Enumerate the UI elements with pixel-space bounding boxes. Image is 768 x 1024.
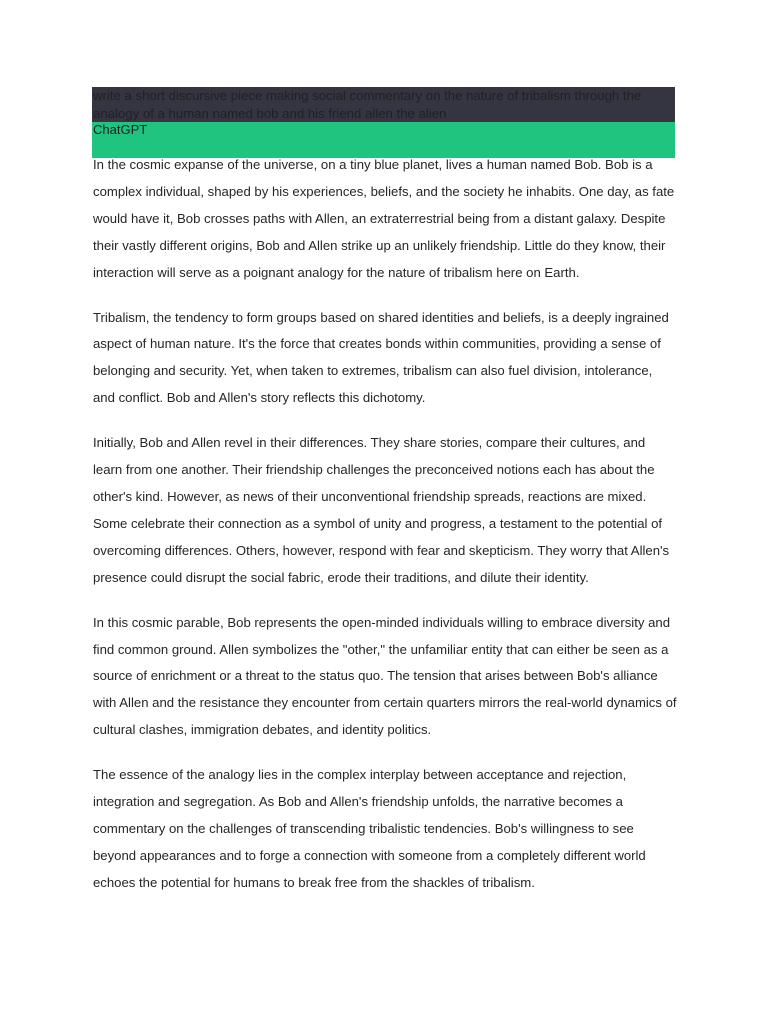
- user-prompt: write a short discursive piece making social commentary on the nature of tribalism through the analogy of a human named bob and his friend allen the alien: [92, 87, 675, 122]
- response-paragraph: Initially, Bob and Allen revel in their differences. They share stories, compare their cultures, and learn from one another. Their friendship challenges the preconceived notions each has about the other's kind. However, as news of their unconventional friendship spreads, reactions are mixed. Some celebrate their connection as a symbol of unity and progress, a testament to the potential of overcoming differences. Others, however, respond with fear and skepticism. They worry that Allen's presence could disrupt the social fabric, erode their traditions, and dilute their identity.: [93, 435, 670, 585]
- response-body: [93, 152, 677, 915]
- response-paragraph: Tribalism, the tendency to form groups based on shared identities and beliefs, is a deeply ingrained aspect of human nature. It's the force that creates bonds within communities, providing a sense of belonging and security. Yet, when taken to extremes, tribalism can also fuel division, intolerance, and conflict. Bob and Allen's story reflects this dichotomy.: [93, 309, 669, 406]
- response-paragraph: In this cosmic parable, Bob represents the open-minded individuals willing to embrace diversity and find common ground. Allen symbolizes the "other," the unfamiliar entity that can either be seen as a source of enrichment or a threat to the status quo. The tension that arises between Bob's alliance with Allen and the resistance they encounter from certain quarters mirrors the real-world dynamics of cultural clashes, immigration debates, and identity politics.: [93, 614, 677, 738]
- response-author-label: ChatGPT: [93, 122, 148, 137]
- response-paragraph: The essence of the analogy lies in the complex interplay between acceptance and rejection, integration and segregation. As Bob and Allen's friendship unfolds, the narrative becomes a commentary on the challenges of transcending tribalistic tendencies. Bob's willingness to see beyond appearances and to forge a connection with someone from a completely different world echoes the potential for humans to break free from the shackles of tribalism.: [93, 767, 646, 890]
- response-paragraph: In the cosmic expanse of the universe, on a tiny blue planet, lives a human named Bob. Bob is a complex individual, shaped by his experiences, beliefs, and the society he inhabits. One day, as fate would have it, Bob crosses paths with Allen, an extraterrestrial being from a distant galaxy. Despite their vastly different origins, Bob and Allen strike up an unlikely friendship. Little do they know, their interaction will serve as a poignant analogy for the nature of tribalism here on Earth.: [93, 157, 675, 280]
